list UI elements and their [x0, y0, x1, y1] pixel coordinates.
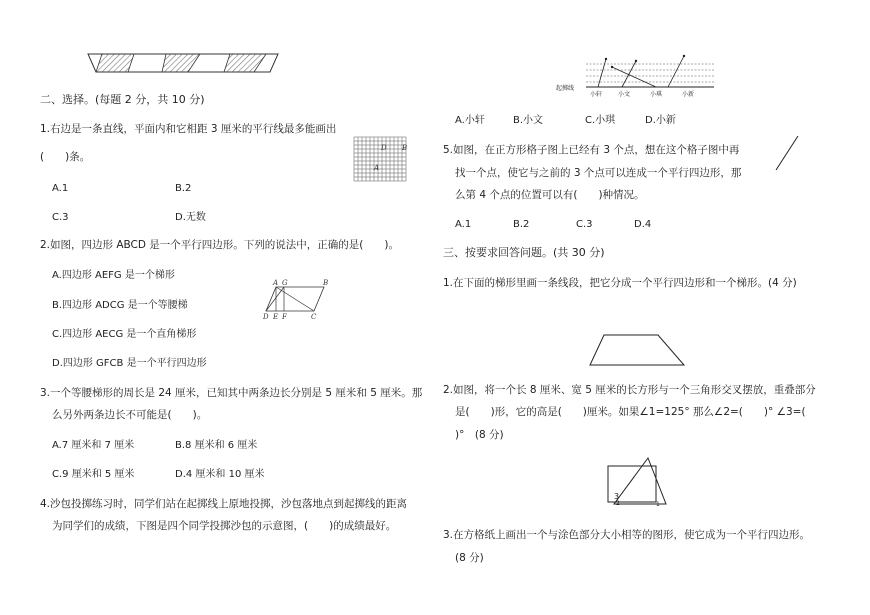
q4-option-b: B.小文	[513, 115, 544, 126]
angle-label-1: 1	[656, 501, 660, 508]
student-label-4: 小新	[682, 91, 695, 98]
q1-option-d: D.无数	[175, 212, 206, 223]
angle-label-3: 3	[614, 492, 620, 501]
q3-option-b: B.8 厘米和 6 厘米	[175, 440, 258, 451]
p2-rectangle-triangle-figure	[604, 456, 672, 508]
fig-label-b: B	[323, 279, 329, 287]
q1-option-b: B.2	[175, 183, 192, 194]
student-label-3: 小琪	[650, 91, 663, 98]
q2-parallelogram-figure	[262, 279, 332, 321]
throw-path-xiaowen	[622, 61, 636, 87]
q3-option-d: D.4 厘米和 10 厘米	[175, 469, 265, 480]
q4-throw-figure	[556, 53, 716, 99]
fig-label-d: D	[263, 313, 269, 321]
start-line-label: 起掷线	[556, 85, 575, 92]
q1-option-a: A.1	[52, 183, 69, 194]
strip-segment-2	[162, 54, 200, 72]
q2-option-b: B.四边形 ADCG 是一个等腰梯	[52, 300, 188, 311]
angle-label-2: 2	[616, 500, 620, 507]
student-label-1: 小轩	[590, 91, 603, 98]
fig-label-a: A	[273, 279, 279, 287]
grid-label-b: B	[402, 144, 408, 152]
q2-option-d: D.四边形 GFCB 是一个平行四边形	[52, 358, 207, 369]
p2-text-line2: 是( )形，它的高是( )厘米。如果∠1=125° 那么∠2=( )° ∠3=(	[455, 406, 806, 418]
p3-text-line2: (8 分)	[455, 552, 484, 564]
q4-option-a: A.小轩	[455, 115, 485, 126]
section-3-title: 三、按要求回答问题。(共 30 分)	[443, 246, 605, 259]
grid-label-d: D	[381, 144, 387, 152]
fig-label-f: F	[282, 313, 287, 321]
q5-text-line1: 5.如图，在正方形格子图上已经有 3 个点，想在这个格子图中再	[443, 144, 740, 156]
q2-option-a: A.四边形 AEFG 是一个梯形	[52, 270, 175, 281]
throw-path-xiaoxuan	[598, 59, 606, 87]
q5-option-d: D.4	[634, 219, 652, 230]
q3-text-line1: 3.一个等腰梯形的周长是 24 厘米，已知其中两条边长分别是 5 厘米和 5 厘米。那	[40, 387, 423, 399]
q5-option-a: A.1	[455, 219, 472, 230]
q1-text-line1: 1.右边是一条直线，平面内和它相距 3 厘米的平行线最多能画出	[40, 123, 337, 135]
q3-option-a: A.7 厘米和 7 厘米	[52, 440, 135, 451]
strip-segment-3	[224, 54, 266, 72]
q2-text: 2.如图，四边形 ABCD 是一个平行四边形。下列的说法中，正确的是( )。	[40, 239, 400, 251]
q4-text-line2: 为同学们的成绩，下图是四个同学投掷沙包的示意图，( )的成绩最好。	[52, 520, 397, 532]
q4-text-line1: 4.沙包投掷练习时，同学们站在起掷线上原地投掷，沙包落地点到起掷线的距离	[40, 498, 408, 510]
p3-text-line1: 3.在方格纸上画出一个与涂色部分大小相等的图形，使它成为一个平行四边形。	[443, 529, 811, 541]
q1-grid-figure	[354, 137, 410, 185]
q5-option-b: B.2	[513, 219, 530, 230]
fig-label-g: G	[282, 279, 288, 287]
fig-label-e: E	[273, 313, 279, 321]
q3-text-line2: 么另外两条边长不可能是( )。	[52, 409, 208, 421]
throw-path-xiaoxin	[668, 56, 684, 87]
fig-label-c: C	[311, 313, 317, 321]
strip-segment-1	[96, 54, 134, 72]
q5-option-c: C.3	[576, 219, 593, 230]
p2-text-line1: 2.如图，将一个长 8 厘米、宽 5 厘米的长方形与一个三角形交叉摆放，重叠部分	[443, 384, 816, 396]
p1-text: 1.在下面的梯形里画一条线段，把它分成一个平行四边形和一个梯形。(4 分)	[443, 277, 797, 289]
shaded-strip-figure	[84, 50, 284, 76]
q2-option-c: C.四边形 AECG 是一个直角梯形	[52, 329, 197, 340]
q5-text-line3: 么第 4 个点的位置可以有( )种情况。	[455, 189, 645, 201]
section-2-title: 二、选择。(每题 2 分，共 10 分)	[40, 93, 205, 106]
q1-option-c: C.3	[52, 212, 69, 223]
q5-text-line2: 找一个点，使它与之前的 3 个点可以连成一个平行四边形，那	[455, 167, 742, 179]
student-label-2: 小文	[618, 91, 631, 98]
grid-label-a: A	[374, 164, 380, 172]
q1-straight-line-figure	[772, 134, 802, 174]
p1-trapezoid-figure	[588, 333, 688, 369]
q3-option-c: C.9 厘米和 5 厘米	[52, 469, 135, 480]
q4-option-c: C.小琪	[585, 115, 616, 126]
q1-text-line2: ( )条。	[40, 151, 91, 163]
q4-option-d: D.小新	[645, 115, 676, 126]
p2-text-line3: )° (8 分)	[455, 429, 504, 441]
